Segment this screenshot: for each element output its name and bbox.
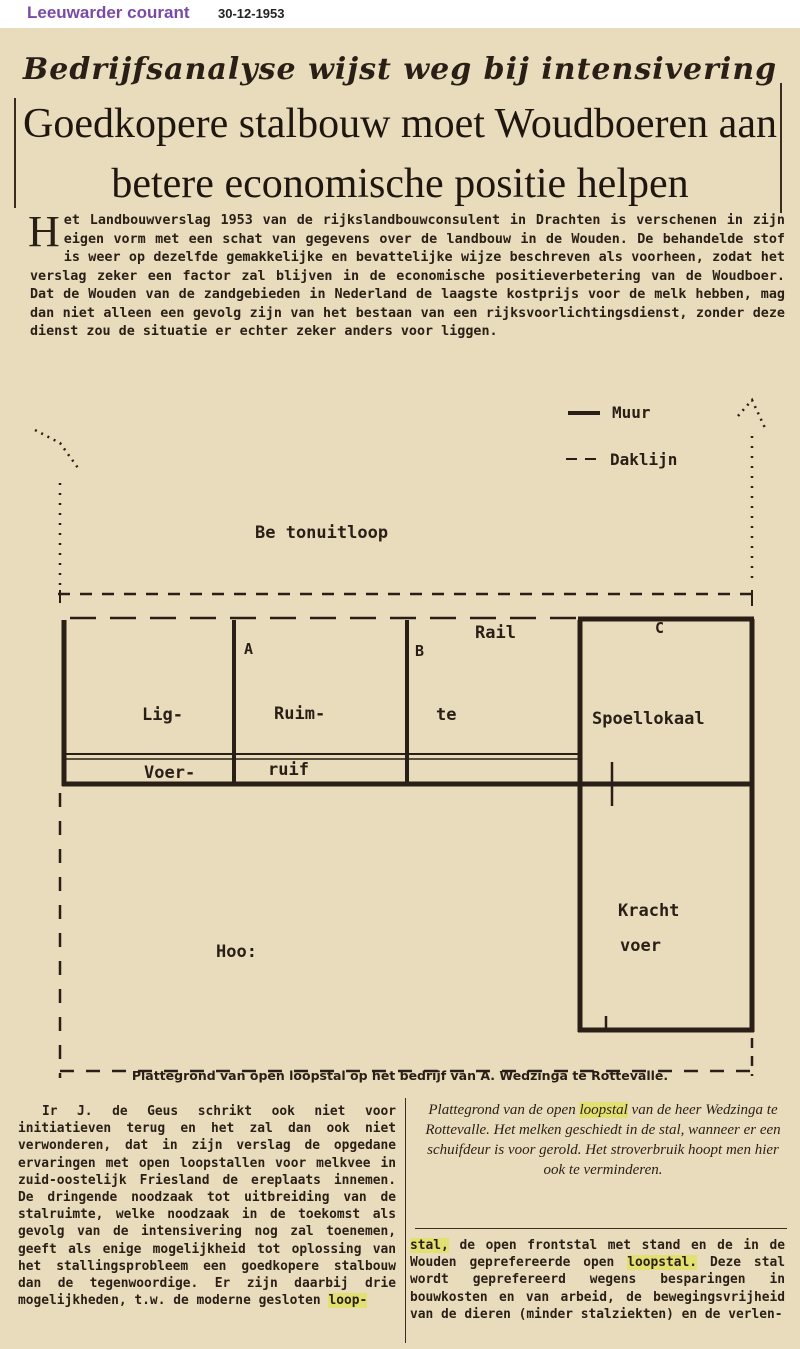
spoellokaal-label: Spoellokaal: [592, 709, 705, 729]
roofline-top-left: [35, 430, 78, 468]
hooi-label: Hoo:: [216, 942, 257, 962]
inset-highlight: loopstal: [579, 1102, 628, 1118]
headline-line-2: betere economische positie helpen: [111, 161, 689, 207]
letter-a: A: [244, 640, 254, 658]
roofline-top-right: [738, 400, 765, 428]
article-intro: [28, 207, 785, 342]
top-bar: [0, 0, 800, 28]
inset-caption: [420, 1100, 786, 1180]
figure-caption: Plattegrond van open loopstal op het bedrijf van A. Wedzinga te Rottevalle.: [131, 1068, 669, 1083]
column-2: [410, 1237, 785, 1323]
inset-rule: [415, 1228, 787, 1229]
publication-name[interactable]: Leeuwarder courant: [27, 3, 190, 22]
floorplan-diagram: [0, 388, 800, 1088]
letter-c: C: [655, 619, 665, 637]
drop-cap: H: [28, 207, 60, 256]
voer-label: Voer-: [144, 763, 196, 783]
headline-line-1: Goedkopere stalbouw moet Woudboeren aan: [23, 101, 777, 147]
column-1: [18, 1103, 396, 1309]
lig-label: Lig-: [142, 705, 183, 725]
betonuitloop-label: Be tonuitloop: [255, 523, 389, 543]
column-2-text-2: Deze stal wordt geprefereerd wegens besparingen in bouwkosten en van arbeid, de bewegingsvrijheid van de dieren (minder stalziekten) en de verlen-: [410, 1255, 785, 1322]
krachtvoer-label: voer: [620, 936, 661, 956]
publication-date: 30-12-1953: [218, 6, 285, 21]
column-1-text: Ir J. de Geus schrikt ook niet voor initiatieven terug en het zal dan ook niet verwonderen, dat in zijn verslag de opgedane ervaringen met open loopstallen voor melkvee in zuid-oostelijk Friesland de ereplaats innemen. De dringende noodzaak tot uitbreiding van de stalruimte, welke noodzaak in de toekomst als gevolg van de intensivering nog zal toenemen, geeft als enige mogelijkheid tot oplossing van het stallingsprobleem een goedkopere stalbouw dan de tegenwoordige. Er zijn daarbij drie mogelijkheden, t.w. de moderne gesloten: [18, 1104, 396, 1309]
te-label: te: [436, 705, 457, 725]
inset-text-after: van de heer Wedzinga te Rottevalle. Het melken geschiedt in de stal, wanneer er een schuifdeur is voor gerold. Het stroverbruik hoopt men hier ook te verminderen.: [425, 1102, 781, 1178]
column-1-highlight: loop-: [328, 1293, 368, 1309]
ruif-label: ruif: [268, 760, 309, 780]
legend-wall-label: Muur: [612, 403, 651, 422]
intro-text: et Landbouwverslag 1953 van de rijkslandbouwconsulent in Drachten is verschenen in zijn eigen vorm met een schat van gegevens over de landbouw in de Wouden. De behandelde stof is weer op dezelfde gemakkelijke en bevattelijke wijze beschreven als voorheen, zodat het verslag zeker een factor zal blijven in de economische positieverbetering van de Woudboer. Dat de Wouden van de zandgebieden in Nederland de laagste kostprijs voor de melk hebben, mag dan niet alleen een gevolg zijn van het bestaan van een rijksvoorlichtingsdienst, zonder deze dienst zou de situatie er echter zeker anders voor liggen.: [30, 213, 785, 339]
newspaper-clipping: [0, 28, 800, 1349]
ruim-label: Ruim-: [274, 704, 326, 724]
column-2-highlight-2: loopstal.: [627, 1255, 698, 1271]
column-rule: [405, 1098, 406, 1343]
inset-text-before: Plattegrond van de open: [428, 1102, 576, 1118]
letter-b: B: [415, 642, 425, 660]
article-kicker: Bedrijfsanalyse wijst weg bij intensivering: [22, 52, 778, 87]
rail-label: Rail: [475, 623, 516, 643]
kracht-label: Kracht: [618, 901, 680, 921]
legend-roof-label: Daklijn: [610, 450, 678, 469]
column-2-highlight-1: stal,: [410, 1238, 449, 1253]
column-2-text-1: de open frontstal met stand en de in de Wouden geprefereerde open: [410, 1238, 785, 1271]
